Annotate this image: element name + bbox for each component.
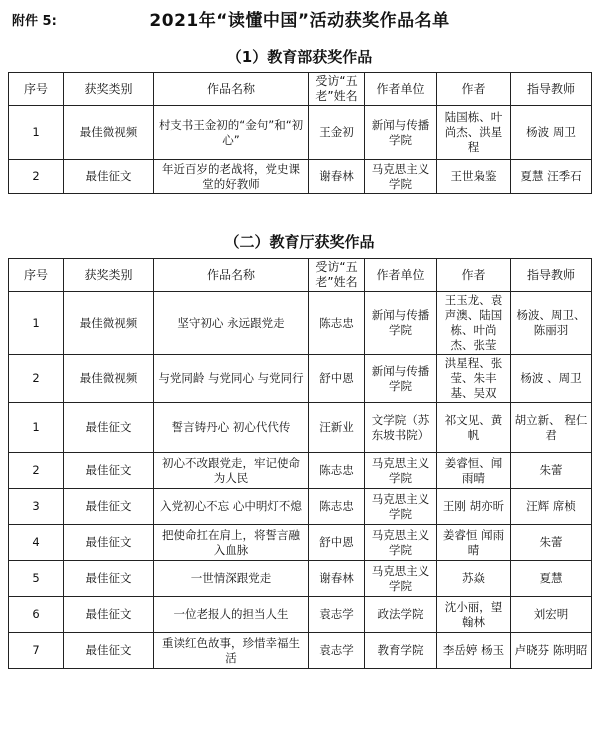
award-category-cell: 最佳微视频: [64, 292, 154, 355]
work-title-cell: 与党同龄 与党同心 与党同行: [154, 355, 309, 403]
seq-cell: 1: [9, 292, 64, 355]
advisor-cell: 夏慧: [511, 561, 592, 597]
table-row: [9, 106, 592, 160]
column-header: 作者: [437, 259, 511, 292]
advisor-cell: 杨波、周卫、陈丽羽: [511, 292, 592, 355]
author-unit-cell: 教育学院: [365, 633, 437, 669]
table-row: [9, 525, 592, 561]
work-title-cell: 誓言铸丹心 初心代代传: [154, 403, 309, 453]
column-header: 序号: [9, 259, 64, 292]
column-header: 作品名称: [154, 259, 309, 292]
authors-cell: 祁文见、黄帆: [437, 403, 511, 453]
authors-cell: 姜睿恒 闻雨晴: [437, 525, 511, 561]
author-unit-cell: 文学院（苏东坡书院）: [365, 403, 437, 453]
author-unit-cell: 马克思主义学院: [365, 160, 437, 194]
award-category-cell: 最佳征文: [64, 597, 154, 633]
advisor-cell: 汪辉 席桢: [511, 489, 592, 525]
award-category-cell: 最佳微视频: [64, 106, 154, 160]
author-unit-cell: 马克思主义学院: [365, 525, 437, 561]
work-title-cell: 一位老报人的担当人生: [154, 597, 309, 633]
seq-cell: 2: [9, 160, 64, 194]
table-row: [9, 453, 592, 489]
attachment-label: 附件 5:: [12, 14, 57, 29]
seq-cell: 7: [9, 633, 64, 669]
table-row: [9, 160, 592, 194]
work-title-cell: 初心不改跟党走，牢记使命为人民: [154, 453, 309, 489]
table-row: [9, 355, 592, 403]
table-row: [9, 597, 592, 633]
award-category-cell: 最佳征文: [64, 633, 154, 669]
advisor-cell: 刘宏明: [511, 597, 592, 633]
authors-cell: 沈小丽，望翰林: [437, 597, 511, 633]
column-header: 序号: [9, 73, 64, 106]
award-category-cell: 最佳征文: [64, 525, 154, 561]
section-title-ministry: （1）教育部获奖作品: [226, 48, 373, 66]
seq-cell: 6: [9, 597, 64, 633]
column-header: 获奖类别: [64, 259, 154, 292]
author-unit-cell: 政法学院: [365, 597, 437, 633]
section-title-department: （二）教育厅获奖作品: [224, 233, 375, 251]
column-header: 作者: [437, 73, 511, 106]
authors-cell: 王刚 胡亦昕: [437, 489, 511, 525]
interviewee-cell: 陈志忠: [309, 453, 365, 489]
interviewee-cell: 汪新业: [309, 403, 365, 453]
work-title-cell: 一世情深跟党走: [154, 561, 309, 597]
column-header: 受访“五老”姓名: [309, 259, 365, 292]
table-header-row: [9, 259, 592, 292]
table-row: [9, 561, 592, 597]
work-title-cell: 重读红色故事，珍惜幸福生活: [154, 633, 309, 669]
authors-cell: 王玉龙、袁声澳、陆国栋、叶尚杰、张莹: [437, 292, 511, 355]
work-title-cell: 年近百岁的老战将，党史课堂的好教师: [154, 160, 309, 194]
interviewee-cell: 袁志学: [309, 633, 365, 669]
interviewee-cell: 袁志学: [309, 597, 365, 633]
award-category-cell: 最佳征文: [64, 453, 154, 489]
document-title: 2021年“读懂中国”活动获奖作品名单: [149, 11, 450, 31]
authors-cell: 陆国栋、叶尚杰、洪星程: [437, 106, 511, 160]
interviewee-cell: 陈志忠: [309, 292, 365, 355]
advisor-cell: 朱蕾: [511, 525, 592, 561]
authors-cell: 洪星程、张莹、朱丰基、吴双: [437, 355, 511, 403]
table-row: [9, 403, 592, 453]
column-header: 作者单位: [365, 73, 437, 106]
work-title-cell: 入党初心不忘 心中明灯不熄: [154, 489, 309, 525]
author-unit-cell: 新闻与传播学院: [365, 355, 437, 403]
interviewee-cell: 舒中恩: [309, 525, 365, 561]
author-unit-cell: 马克思主义学院: [365, 489, 437, 525]
column-header: 受访“五老”姓名: [309, 73, 365, 106]
author-unit-cell: 马克思主义学院: [365, 561, 437, 597]
seq-cell: 2: [9, 355, 64, 403]
award-category-cell: 最佳征文: [64, 561, 154, 597]
interviewee-cell: 谢春林: [309, 160, 365, 194]
interviewee-cell: 舒中恩: [309, 355, 365, 403]
work-title-cell: 坚守初心 永远跟党走: [154, 292, 309, 355]
advisor-cell: 杨波 、周卫: [511, 355, 592, 403]
table-row: [9, 292, 592, 355]
authors-cell: 李岳婷 杨玉: [437, 633, 511, 669]
author-unit-cell: 马克思主义学院: [365, 453, 437, 489]
seq-cell: 1: [9, 403, 64, 453]
seq-cell: 3: [9, 489, 64, 525]
column-header: 作品名称: [154, 73, 309, 106]
document-header: [0, 6, 599, 32]
advisor-cell: 杨波 周卫: [511, 106, 592, 160]
award-category-cell: 最佳微视频: [64, 355, 154, 403]
table-header-row: [9, 73, 592, 106]
department-awards-table: [8, 258, 592, 669]
seq-cell: 4: [9, 525, 64, 561]
seq-cell: 2: [9, 453, 64, 489]
authors-cell: 姜睿恒、闻雨晴: [437, 453, 511, 489]
work-title-cell: 把使命扛在肩上，将誓言融入血脉: [154, 525, 309, 561]
table-row: [9, 633, 592, 669]
column-header: 指导教师: [511, 259, 592, 292]
authors-cell: 苏焱: [437, 561, 511, 597]
author-unit-cell: 新闻与传播学院: [365, 106, 437, 160]
authors-cell: 王世枭鉴: [437, 160, 511, 194]
work-title-cell: 村支书王金初的“金句”和“初心”: [154, 106, 309, 160]
award-category-cell: 最佳征文: [64, 403, 154, 453]
column-header: 指导教师: [511, 73, 592, 106]
column-header: 作者单位: [365, 259, 437, 292]
advisor-cell: 胡立新、 程仁君: [511, 403, 592, 453]
advisor-cell: 卢晓芬 陈明昭: [511, 633, 592, 669]
advisor-cell: 夏慧 汪季石: [511, 160, 592, 194]
interviewee-cell: 谢春林: [309, 561, 365, 597]
interviewee-cell: 陈志忠: [309, 489, 365, 525]
table-row: [9, 489, 592, 525]
award-category-cell: 最佳征文: [64, 160, 154, 194]
interviewee-cell: 王金初: [309, 106, 365, 160]
seq-cell: 1: [9, 106, 64, 160]
author-unit-cell: 新闻与传播学院: [365, 292, 437, 355]
column-header: 获奖类别: [64, 73, 154, 106]
advisor-cell: 朱蕾: [511, 453, 592, 489]
seq-cell: 5: [9, 561, 64, 597]
ministry-awards-table: [8, 72, 592, 194]
award-category-cell: 最佳征文: [64, 489, 154, 525]
